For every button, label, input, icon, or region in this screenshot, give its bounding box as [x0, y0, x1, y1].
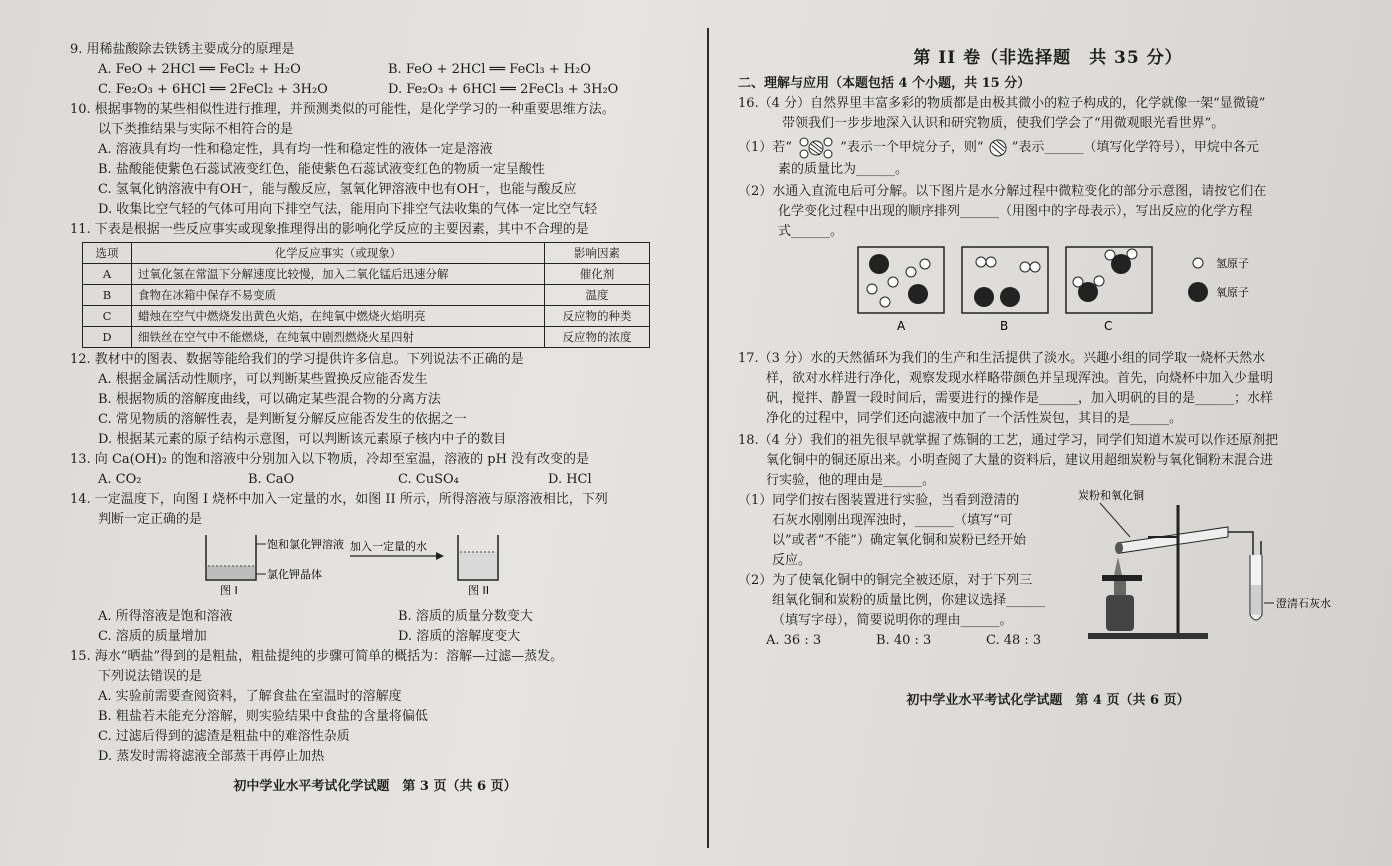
carbon-atom-icon: [988, 138, 1008, 158]
table-row: [83, 285, 650, 306]
panel-label-b: B: [1000, 319, 1009, 333]
q18-option-b: B. 40 : 3: [876, 633, 932, 648]
q9-option-a: A. FeO + 2HCl ══ FeCl₂ + H₂O: [98, 62, 301, 77]
q16-part1-text-2: ”表示一个甲烷分子，则“: [840, 140, 984, 155]
label-limewater: 澄清石灰水: [1276, 597, 1331, 610]
q9-stem: 9. 用稀盐酸除去铁锈主要成分的原理是: [70, 42, 295, 57]
alcohol-lamp-icon: [1102, 557, 1142, 631]
q9-option-b: B. FeO + 2HCl ══ FeCl₃ + H₂O: [388, 62, 591, 77]
q14-option-b: B. 溶质的质量分数变大: [398, 609, 533, 624]
q18-part1-cont-2: 以”或者“不能”）确定氧化铜和炭粉已经开始: [772, 533, 1026, 548]
q11-table: [82, 242, 650, 348]
table-row: [83, 306, 650, 327]
q16-stem: 16.（4 分）自然界里丰富多彩的物质都是由极其微小的粒子构成的，化学就像一架“显微镜”: [738, 96, 1266, 111]
q17-line-3: 矾，搅拌、静置一段时间后，需要进行的操作是______，加入明矾的目的是______；水样: [766, 391, 1274, 406]
copper-reduction-apparatus: [1078, 485, 1338, 665]
q14-option-a: A. 所得溶液是饱和溶液: [98, 609, 233, 624]
q15-option-b: B. 粗盐若未能充分溶解，则实验结果中食盐的含量将偏低: [98, 709, 428, 724]
label-kcl-crystal: 氯化钾晶体: [267, 568, 322, 581]
table-cell: 反应物的浓度: [545, 327, 650, 348]
q13-stem: 13. 向 Ca(OH)₂ 的饱和溶液中分别加入以下物质，冷却至室温，溶液的 pH 没有改变的是: [70, 452, 590, 467]
legend-oxygen: 氧原子: [1216, 286, 1249, 299]
q15-stem: 15. 海水“晒盐”得到的是粗盐，粗盐提纯的步骤可简单的概括为：溶解—过滤—蒸发。: [70, 649, 564, 664]
q10-option-c: C. 氢氧化钠溶液中有OH⁻，能与酸反应，氢氧化钾溶液中也有OH⁻，也能与酸反应: [98, 182, 577, 197]
q10-option-b: B. 盐酸能使紫色石蕊试液变红色，能使紫色石蕊试液变红色的物质一定呈酸性: [98, 162, 545, 177]
oxygen-atom-icon: [1188, 282, 1208, 302]
q16-part2-cont-2: 式______。: [778, 224, 844, 239]
section-heading: 二、理解与应用（本题包括 4 个小题，共 15 分）: [738, 76, 1031, 91]
q13-option-b: B. CaO: [248, 472, 295, 487]
panel-label-a: A: [897, 319, 906, 333]
q12-stem: 12. 教材中的图表、数据等能给我们的学习提供许多信息。下列说法不正确的是: [70, 352, 524, 367]
table-header: 影响因素: [545, 243, 650, 264]
table-header: 化学反应事实（或现象）: [132, 243, 545, 264]
q15-option-c: C. 过滤后得到的滤渣是粗盐中的难溶性杂质: [98, 729, 350, 744]
panel-b: [962, 247, 1048, 313]
table-cell: 催化剂: [545, 264, 650, 285]
q18-part2-cont-2: （填写字母），简要说明你的理由______。: [772, 613, 1013, 628]
page-footer: 初中学业水平考试化学试题 第 4 页（共 6 页）: [906, 693, 1190, 708]
q18-line-2: 氧化铜中的铜还原出来。小明查阅了大量的资料后，建议用超细炭粉与氧化铜粉末混合进: [766, 453, 1274, 468]
page-fold-line: [707, 28, 709, 848]
q17-line-4: 净化的过程中，同学们还向滤液中加了一个活性炭包，其目的是______。: [766, 411, 1183, 426]
q15-option-d: D. 蒸发时需将滤液全部蒸干再停止加热: [98, 749, 325, 764]
q9-option-c: C. Fe₂O₃ + 6HCl ══ 2FeCl₂ + 3H₂O: [98, 82, 328, 97]
q11-stem: 11. 下表是根据一些反应事实或现象推理得出的影响化学反应的主要因素，其中不合理的是: [70, 222, 589, 237]
q18-line-3: 行实验，他的理由是______。: [766, 473, 936, 488]
table-cell: 蜡烛在空气中燃烧发出黄色火焰，在纯氧中燃烧火焰明亮: [132, 306, 545, 327]
methane-molecule-icon: [796, 137, 836, 159]
q14-option-d: D. 溶质的溶解度变大: [398, 629, 521, 644]
q9-option-d: D. Fe₂O₃ + 6HCl ══ 2FeCl₃ + 3H₂O: [388, 82, 619, 97]
q18-line-1: 18.（4 分）我们的祖先很早就掌握了炼铜的工艺，通过学习，同学们知道木炭可以作还原剂把: [738, 433, 1279, 448]
q12-option-a: A. 根据金属活动性顺序，可以判断某些置换反应能否发生: [98, 372, 428, 387]
hydrogen-atom-icon: [1193, 258, 1203, 268]
table-cell: 反应物的种类: [545, 306, 650, 327]
beaker-icon: [458, 535, 498, 580]
panel-c: [1066, 247, 1152, 313]
table-row: [83, 327, 650, 348]
panel-a: [858, 247, 944, 313]
q14-beaker-figure: [70, 530, 670, 600]
table-cell: B: [83, 285, 132, 306]
panel-label-c: C: [1104, 319, 1113, 333]
test-tube-icon: [1115, 527, 1228, 554]
q13-option-d: D. HCl: [548, 472, 592, 487]
q10-stem-cont: 以下类推结果与实际不相符合的是: [98, 122, 294, 137]
page-4: [738, 48, 1358, 711]
q18-part1: （1）同学们按右图装置进行实验，当看到澄清的: [738, 493, 1020, 508]
q18-part2-cont: 组氧化铜和炭粉的质量比例，你建议选择______: [772, 593, 1046, 608]
q16-part1-cont: 素的质量比为______。: [778, 162, 909, 177]
q16-part1-text-3: ”表示______（填写化学符号），甲烷中各元: [1011, 140, 1259, 155]
figure-label-ii: 图 II: [468, 584, 489, 597]
table-cell: 温度: [545, 285, 650, 306]
q10-option-d: D. 收集比空气轻的气体可用向下排空气法，能用向下排空气法收集的气体一定比空气轻: [98, 202, 598, 217]
section-title: 第 II 卷（非选择题 共 35 分）: [913, 48, 1183, 68]
page-3: [70, 40, 680, 797]
q18-option-c: C. 48 : 3: [986, 633, 1042, 648]
q16-part2-cont: 化学变化过程中出现的顺序排列______（用图中的字母表示），写出反应的化学方程: [778, 204, 1253, 219]
table-cell: D: [83, 327, 132, 348]
table-row: [83, 264, 650, 285]
q14-option-c: C. 溶质的质量增加: [98, 629, 207, 644]
q18-option-a: A. 36 : 3: [766, 633, 822, 648]
arrow-right-icon: [350, 552, 444, 560]
table-cell: C: [83, 306, 132, 327]
table-cell: 过氧化氢在常温下分解速度比较慢，加入二氧化锰后迅速分解: [132, 264, 545, 285]
page-footer: 初中学业水平考试化学试题 第 3 页（共 6 页）: [233, 779, 517, 794]
q18-part1-cont: 石灰水刚刚出现浑浊时，______（填写“可: [772, 513, 1013, 528]
q17-line-1: 17.（3 分）水的天然循环为我们的生产和生活提供了淡水。兴趣小组的同学取一烧杯天然水: [738, 351, 1266, 366]
q16-part1-text: （1）若“: [738, 140, 792, 155]
label-saturated-solution: 饱和氯化钾溶液: [267, 538, 344, 551]
table-header: 选项: [83, 243, 132, 264]
q15-option-a: A. 实验前需要查阅资料，了解食盐在室温时的溶解度: [98, 689, 402, 704]
table-header-row: [83, 243, 650, 264]
beaker-icon: [206, 535, 256, 580]
q18-part1-cont-3: 反应。: [772, 553, 812, 568]
legend-hydrogen: 氢原子: [1216, 257, 1249, 270]
q13-option-a: A. CO₂: [98, 472, 142, 487]
water-decomposition-diagram: [738, 242, 1338, 342]
q13-option-c: C. CuSO₄: [398, 472, 459, 487]
table-cell: 食物在冰箱中保存不易变质: [132, 285, 545, 306]
q12-option-b: B. 根据物质的溶解度曲线，可以确定某些混合物的分离方法: [98, 392, 441, 407]
label-carbon-copper-oxide: 炭粉和氧化铜: [1078, 489, 1144, 502]
q14-stem: 14. 一定温度下，向图 I 烧杯中加入一定量的水，如图 II 所示，所得溶液与原溶液相比，下列: [70, 492, 608, 507]
q17-line-2: 样，欲对水样进行净化，观察发现水样略带颜色并呈现浑浊。首先，向烧杯中加入少量明: [766, 371, 1274, 386]
figure-label-i: 图 I: [220, 584, 238, 597]
q10-option-a: A. 溶液具有均一性和稳定性，具有均一性和稳定性的液体一定是溶液: [98, 142, 493, 157]
q14-stem-cont: 判断一定正确的是: [98, 512, 203, 527]
q12-option-c: C. 常见物质的溶解性表，是判断复分解反应能否发生的依据之一: [98, 412, 467, 427]
table-cell: 细铁丝在空气中不能燃烧，在纯氧中剧烈燃烧火星四射: [132, 327, 545, 348]
q16-stem-cont: 带领我们一步步地深入认识和研究物质，使我们学会了“用微观眼光看世界”。: [782, 116, 1225, 131]
limewater-tube-icon: [1250, 555, 1262, 620]
q18-part2: （2）为了使氧化铜中的铜完全被还原，对于下列三: [738, 573, 1033, 588]
label-add-water: 加入一定量的水: [350, 540, 427, 553]
table-cell: A: [83, 264, 132, 285]
q15-stem-cont: 下列说法错误的是: [98, 669, 203, 684]
q12-option-d: D. 根据某元素的原子结构示意图，可以判断该元素原子核内中子的数目: [98, 432, 507, 447]
q10-stem: 10. 根据事物的某些相似性进行推理，并预测类似的可能性，是化学学习的一种重要思维方法。: [70, 102, 615, 117]
q16-part2: （2）水通入直流电后可分解。以下图片是水分解过程中微粒变化的部分示意图，请按它们在: [738, 184, 1267, 199]
